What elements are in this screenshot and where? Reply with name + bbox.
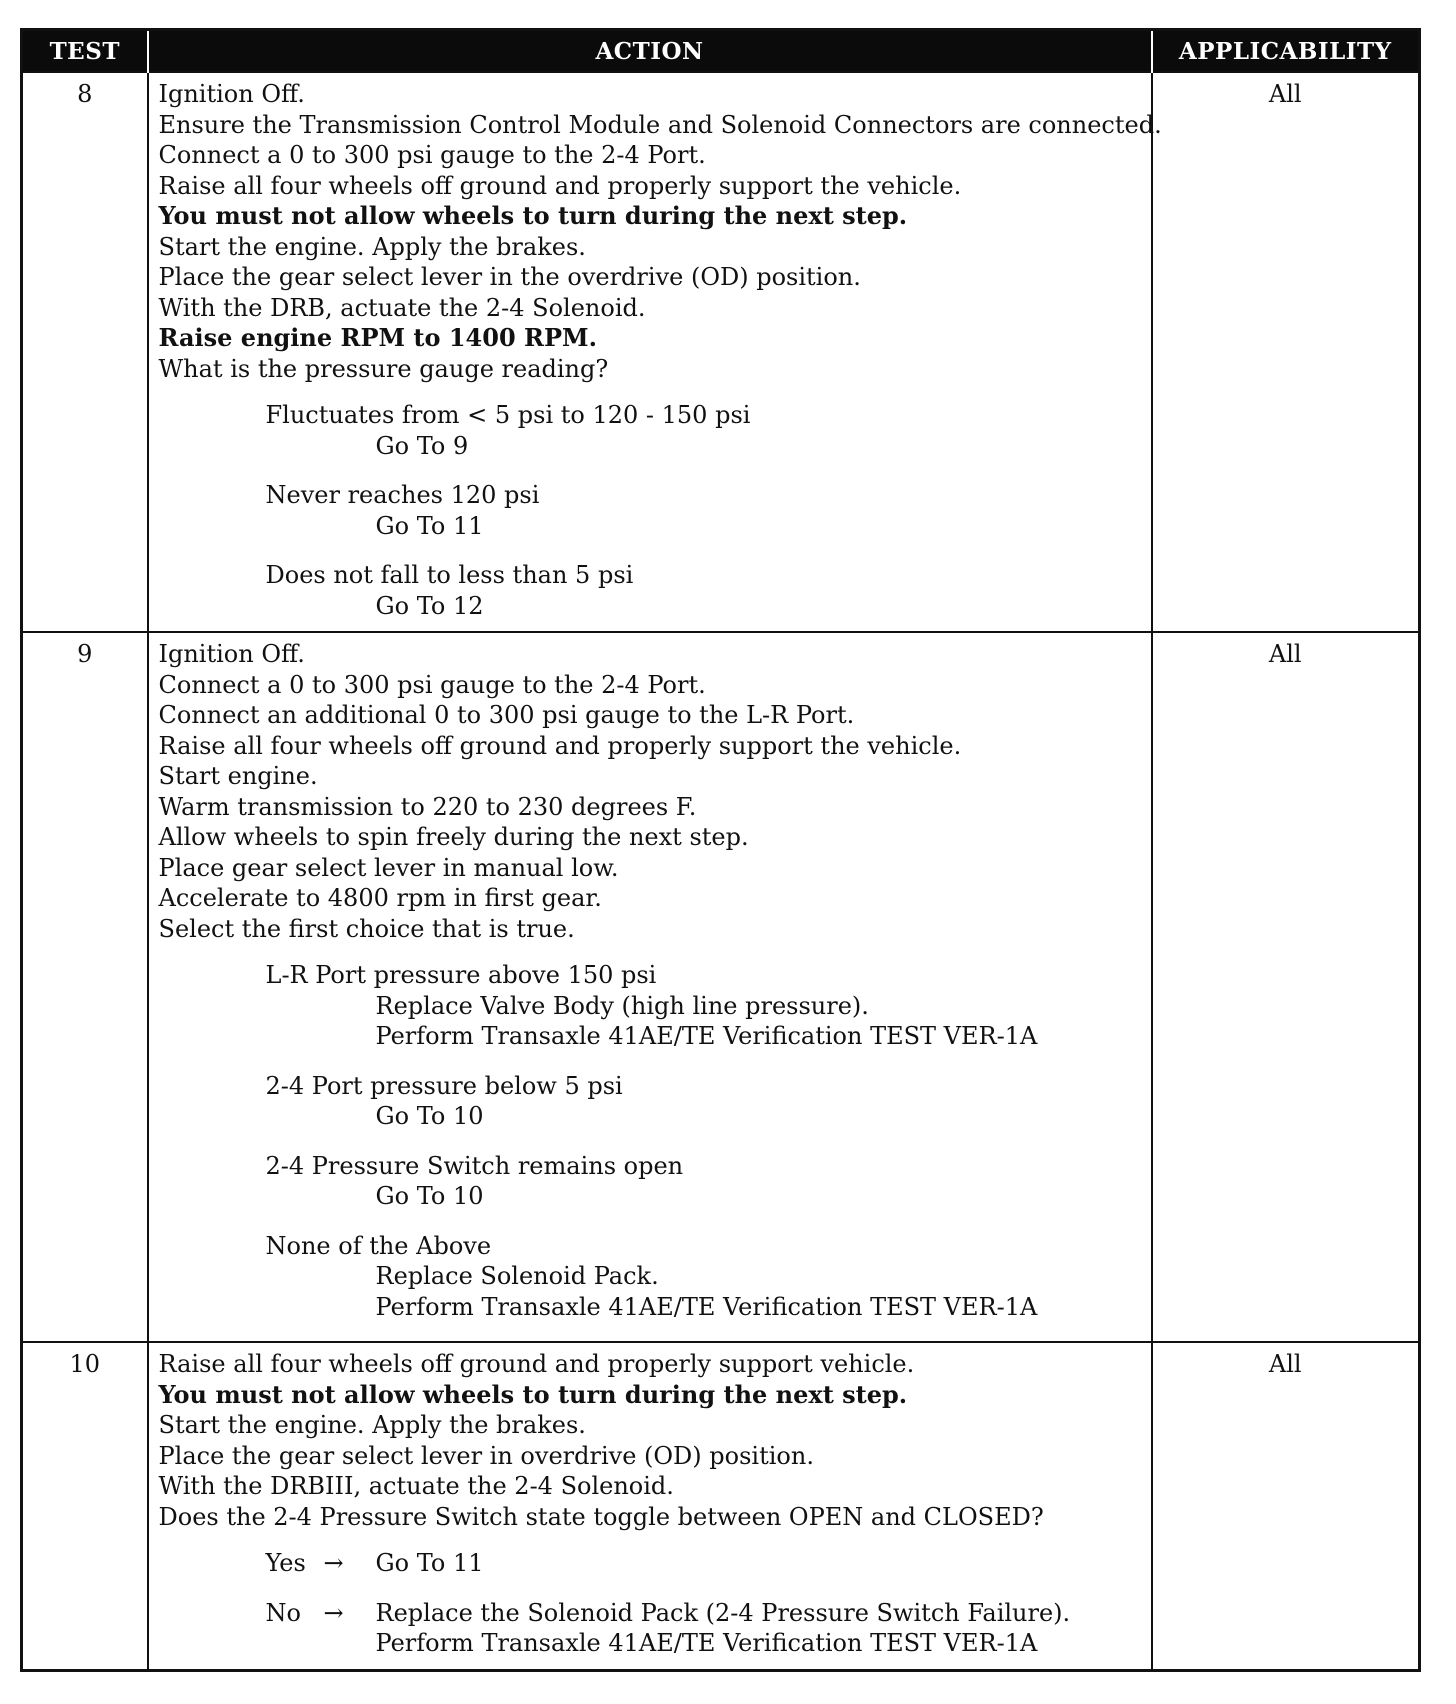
- test-number: 8: [22, 72, 148, 632]
- action-line: Select the first choice that is true.: [158, 914, 575, 943]
- arrow-right-icon: →: [323, 1598, 344, 1627]
- choice-item: [266, 480, 1141, 541]
- table-row: [22, 72, 1420, 632]
- answer-label: No: [265, 1598, 301, 1627]
- table-row: [22, 1342, 1420, 1670]
- answer-no: [266, 1598, 1141, 1659]
- applicability-value: All: [1152, 1342, 1420, 1670]
- answer-label: Yes: [265, 1549, 306, 1577]
- action-line: Connect an additional 0 to 300 psi gauge to the L-R Port.: [158, 701, 855, 729]
- action-line: Place gear select lever in manual low.: [158, 853, 619, 882]
- choice-result: Replace Solenoid Pack.: [375, 1262, 659, 1290]
- header-applicability: APPLICABILITY: [1152, 30, 1420, 73]
- answer-results: [376, 1598, 1071, 1659]
- action-cell: [148, 632, 1152, 1342]
- choice-list: [159, 400, 1141, 621]
- choice-result: Perform Transaxle 41AE/TE Verification TEST VER-1A: [375, 1292, 1038, 1321]
- answer-list: [159, 1548, 1141, 1659]
- choice-item: [266, 560, 1141, 621]
- choice-item: [266, 400, 1141, 461]
- choice-condition: Never reaches 120 psi: [265, 481, 540, 509]
- page: [20, 28, 1418, 1672]
- action-warning: You must not allow wheels to turn during the next step.: [158, 1379, 908, 1409]
- answer-result: Perform Transaxle 41AE/TE Verification TEST VER-1A: [375, 1629, 1038, 1657]
- action-line: Ensure the Transmission Control Module and Solenoid Connectors are connected.: [158, 110, 1162, 139]
- test-number: 9: [22, 632, 148, 1342]
- applicability-value: All: [1152, 72, 1420, 632]
- action-line: Connect a 0 to 300 psi gauge to the 2-4 Port.: [158, 670, 706, 699]
- header-action: ACTION: [148, 30, 1152, 73]
- choice-result: Replace Valve Body (high line pressure).: [375, 991, 869, 1020]
- action-warning: You must not allow wheels to turn during the next step.: [158, 201, 908, 230]
- choice-condition: 2-4 Port pressure below 5 psi: [265, 1071, 623, 1100]
- choice-item: [266, 1231, 1141, 1323]
- choice-result: Go To 10: [375, 1102, 484, 1130]
- choice-item: [266, 1151, 1141, 1212]
- choice-result: Go To 12: [375, 591, 484, 620]
- choice-condition: L-R Port pressure above 150 psi: [265, 961, 657, 989]
- choice-condition: Does not fall to less than 5 psi: [265, 561, 634, 589]
- choice-condition: None of the Above: [265, 1231, 492, 1260]
- choice-condition: 2-4 Pressure Switch remains open: [265, 1151, 684, 1180]
- action-warning: Raise engine RPM to 1400 RPM.: [158, 323, 597, 352]
- diagnostic-test-table: [20, 28, 1421, 1672]
- test-number: 10: [22, 1342, 148, 1670]
- choice-result: Go To 10: [375, 1182, 484, 1210]
- choice-result: Go To 11: [375, 511, 484, 540]
- action-cell: [148, 72, 1162, 632]
- answer-yes: [266, 1548, 1141, 1579]
- action-question: What is the pressure gauge reading?: [158, 354, 609, 383]
- choice-result: Perform Transaxle 41AE/TE Verification TEST VER-1A: [375, 1022, 1038, 1050]
- action-line: Accelerate to 4800 rpm in first gear.: [158, 884, 602, 912]
- table-header: [22, 30, 1420, 73]
- choice-item: [266, 1071, 1141, 1132]
- action-line: Ignition Off.: [158, 80, 305, 108]
- action-line: Allow wheels to spin freely during the next step.: [158, 823, 749, 851]
- action-line: With the DRBIII, actuate the 2-4 Solenoid.: [158, 1472, 674, 1500]
- choice-list: [159, 960, 1141, 1322]
- action-question: Does the 2-4 Pressure Switch state toggle between OPEN and CLOSED?: [158, 1502, 1044, 1531]
- table-row: [22, 632, 1420, 1342]
- action-line: With the DRB, actuate the 2-4 Solenoid.: [158, 293, 646, 322]
- choice-result: Go To 9: [375, 431, 469, 460]
- action-line: Place the gear select lever in overdrive (OD) position.: [158, 1441, 814, 1470]
- answer-results: [376, 1548, 484, 1579]
- action-line: Raise all four wheels off ground and properly support vehicle.: [158, 1350, 915, 1378]
- action-cell: [148, 1342, 1152, 1670]
- action-line: Start engine.: [158, 762, 318, 790]
- choice-item: [266, 960, 1141, 1052]
- action-line: Start the engine. Apply the brakes.: [158, 1411, 586, 1439]
- arrow-right-icon: →: [323, 1549, 344, 1577]
- action-line: Warm transmission to 220 to 230 degrees F.: [158, 792, 697, 821]
- header-test: TEST: [22, 30, 148, 73]
- answer-result: Go To 11: [375, 1549, 484, 1577]
- action-line: Start the engine. Apply the brakes.: [158, 232, 586, 261]
- applicability-value: All: [1152, 632, 1420, 1342]
- action-line: Raise all four wheels off ground and properly support the vehicle.: [158, 171, 962, 200]
- choice-condition: Fluctuates from < 5 psi to 120 - 150 psi: [265, 401, 751, 429]
- answer-result: Replace the Solenoid Pack (2-4 Pressure Switch Failure).: [375, 1598, 1071, 1627]
- action-line: Connect a 0 to 300 psi gauge to the 2-4 Port.: [158, 141, 706, 169]
- action-line: Raise all four wheels off ground and properly support the vehicle.: [158, 731, 962, 760]
- action-line: Place the gear select lever in the overdrive (OD) position.: [158, 263, 861, 291]
- action-line: Ignition Off.: [158, 640, 305, 668]
